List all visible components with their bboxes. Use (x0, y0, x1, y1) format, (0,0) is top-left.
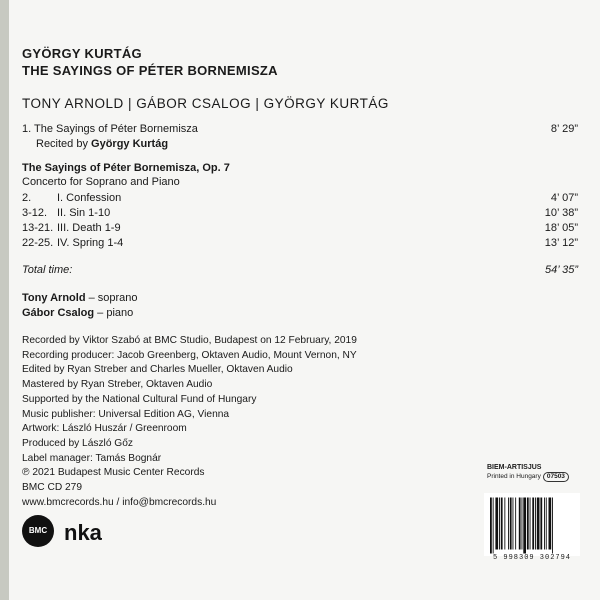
credit-line: Recorded by Viktor Szabó at BMC Studio, Budapest on 12 February, 2019 (22, 335, 357, 346)
artist-role: – piano (94, 307, 134, 319)
nka-logo-text: nka (64, 520, 102, 545)
artist-row (22, 292, 578, 304)
credit-line: BMC CD 279 (22, 482, 83, 494)
movement-time: 13’ 12” (544, 237, 578, 249)
barcode-bar (552, 498, 553, 554)
recited-name: György Kurtág (91, 138, 169, 150)
performers-line: TONY ARNOLD | GÁBOR CSALOG | GYÖRGY KURTÁG (22, 96, 389, 111)
nka-logo (64, 519, 112, 545)
credit-line: www.bmcrecords.hu / info@bmcrecords.hu (22, 496, 217, 508)
track-1-reciter (36, 138, 168, 150)
biem-label: BIEM-ARTISJUS (487, 464, 542, 471)
movement-title: II. Sin 1-10 (57, 207, 111, 219)
movement-time: 4’ 07” (550, 192, 578, 204)
barcode-bar (527, 498, 529, 550)
barcode-bar (544, 498, 545, 550)
recited-prefix: Recited by (36, 138, 92, 150)
movement-title: IV. Spring 1-4 (57, 237, 124, 249)
barcode-bar (523, 498, 526, 554)
barcode-bar (510, 498, 512, 550)
work-subtitle: Concerto for Soprano and Piano (22, 176, 180, 188)
barcode-bar (540, 498, 542, 550)
barcode-bar (513, 498, 514, 550)
barcode-bar (499, 498, 500, 550)
barcode-bar (504, 498, 505, 550)
barcode-bar (549, 498, 552, 550)
list-item (22, 192, 578, 204)
list-item (22, 207, 578, 219)
list-item (22, 222, 578, 234)
movement-number: 2. (22, 192, 32, 204)
rights-code: 07503 (543, 472, 569, 482)
movement-number: 3-12. (22, 207, 48, 219)
list-item (22, 237, 578, 249)
barcode-bar (532, 498, 534, 550)
track-1-title: 1. The Sayings of Péter Bornemisza (22, 123, 198, 135)
barcode-bar (522, 498, 523, 550)
artist-name: Gábor Csalog (22, 307, 95, 319)
work-title (22, 162, 578, 174)
barcode (484, 493, 580, 556)
barcode-bar (546, 498, 547, 550)
composer-name: GYÖRGY KURTÁG (22, 46, 142, 61)
barcode-number: 5 998309 302794 (492, 554, 571, 562)
rights-line (487, 472, 569, 482)
credit-line: Supported by the National Cultural Fund of Hungary (22, 393, 257, 405)
barcode-bar (508, 498, 509, 550)
total-time-value: 54’ 35” (544, 264, 578, 276)
spine (0, 0, 9, 600)
barcode-bar (495, 498, 498, 550)
barcode-bar (519, 498, 521, 550)
artist-name: Tony Arnold (22, 292, 86, 304)
rights-info (487, 463, 569, 482)
credit-line: Recording producer: Jacob Greenberg, Oktaven Audio, Mount Vernon, NY (22, 349, 357, 361)
credit-line: Produced by László Gőz (22, 437, 133, 449)
credits-block (22, 334, 357, 510)
bmc-logo: BMC (22, 515, 54, 547)
barcode-bar (490, 498, 492, 554)
work-title-text: The Sayings of Péter Bornemisza, Op. 7 (22, 162, 230, 174)
barcode-bar (535, 498, 536, 550)
barcode-bar (530, 498, 531, 550)
artist-row (22, 307, 578, 319)
movement-title: I. Confession (57, 192, 122, 204)
barcode-bar (501, 498, 503, 550)
movement-time: 18’ 05” (544, 222, 578, 234)
movement-number: 13-21. (22, 222, 54, 234)
track-1 (22, 123, 578, 135)
movement-number: 22-25. (22, 237, 54, 249)
barcode-bar (537, 498, 540, 550)
movement-title: III. Death 1-9 (57, 222, 121, 234)
artist-role: – soprano (85, 292, 138, 304)
barcode-bar (493, 498, 494, 554)
credit-line: Music publisher: Universal Edition AG, Vienna (22, 408, 230, 420)
total-time-row (22, 264, 578, 276)
credit-line: Artwork: László Huszár / Greenroom (22, 423, 187, 435)
credit-line: Label manager: Tamás Bognár (22, 452, 162, 464)
total-time-label: Total time: (22, 264, 73, 276)
movement-time: 10’ 38” (544, 207, 578, 219)
album-title: THE SAYINGS OF PÉTER BORNEMISZA (22, 63, 278, 78)
credit-line: Edited by Ryan Streber and Charles Mueller, Oktaven Audio (22, 364, 293, 376)
printed-in: Printed in Hungary (487, 473, 541, 480)
credit-line: Mastered by Ryan Streber, Oktaven Audio (22, 379, 213, 391)
credit-line: ℗ 2021 Budapest Music Center Records (22, 467, 205, 479)
barcode-bar (515, 498, 516, 550)
track-1-time: 8’ 29” (550, 123, 578, 135)
